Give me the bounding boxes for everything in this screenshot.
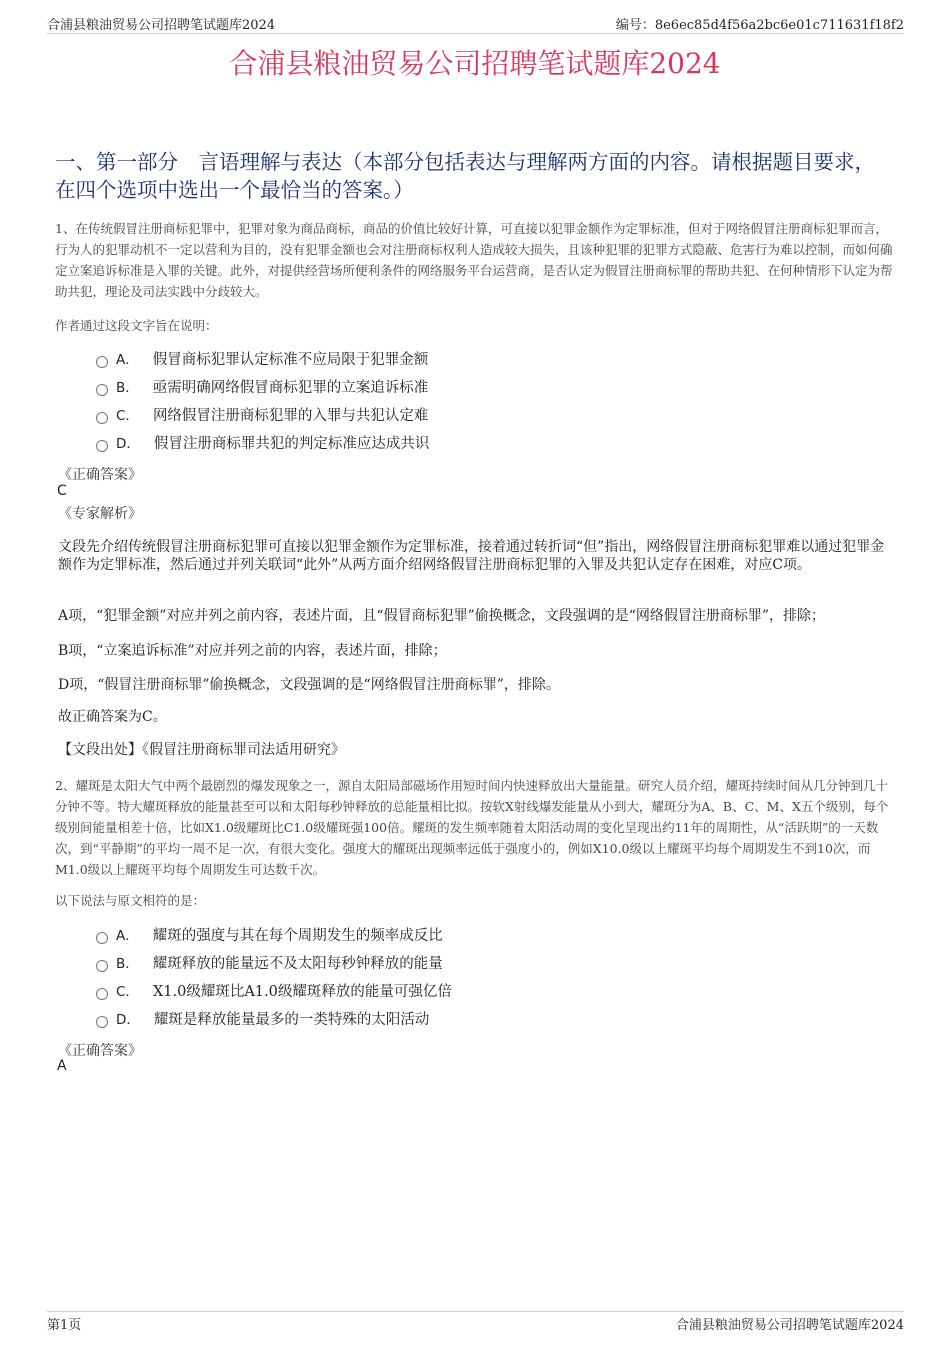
q1-option-c[interactable] xyxy=(96,404,428,428)
option-text: 耀斑释放的能量远不及太阳每秒钟释放的能量 xyxy=(152,956,443,972)
q1-analysis-label: 《专家解析》 xyxy=(58,506,142,522)
radio-icon[interactable] xyxy=(96,932,108,944)
radio-icon[interactable] xyxy=(96,960,108,972)
radio-icon[interactable] xyxy=(96,988,108,1000)
option-letter: C． xyxy=(116,984,139,1000)
q1-prompt: 作者通过这段文字旨在说明： xyxy=(55,318,218,333)
radio-icon[interactable] xyxy=(96,1016,108,1028)
q2-passage: 2、耀斑是太阳大气中两个最剧烈的爆发现象之一，源自太阳局部磁场作用短时间内快速释放出大量能量。研究人员介绍，耀斑持续时间从几分钟到几十分钟不等。特大耀斑释放的能量甚至可以和太阳每秒钟释放的总能量相比拟。按软X射线爆发能量从小到大，耀斑分为A、B、C、M、X五个级别，每个级别间能量相差十倍，比如X1.0级耀斑比C1.0级耀斑强100倍。耀斑的发生频率随着太阳活动周的变化呈现出约11年的周期性，从“活跃期”的一天数次，到“平静期”的平均一周不足一次，有很大变化。强度大的耀斑出现频率远低于强度小的，例如X10.0级以上耀斑平均每个周期发生不到10次，而M1.0级以上耀斑平均每个周期发生可达数千次。 xyxy=(55,778,889,877)
q2-option-b[interactable] xyxy=(96,952,443,976)
option-text: 亟需明确网络假冒商标犯罪的立案追诉标准 xyxy=(152,380,429,396)
q1-analysis-b: B项，“立案追诉标准”对应并列之前的内容，表述片面，排除； xyxy=(58,643,447,659)
option-text: 网络假冒注册商标犯罪的入罪与共犯认定难 xyxy=(152,408,429,424)
page-title: 合浦县粮油贸易公司招聘笔试题库2024 xyxy=(229,47,721,80)
q1-analysis-d: D项，“假冒注册商标罪”偷换概念，文段强调的是“网络假冒注册商标罪”，排除。 xyxy=(58,677,560,693)
option-letter: A． xyxy=(116,928,139,944)
radio-icon[interactable] xyxy=(96,356,108,368)
option-letter: B． xyxy=(116,956,139,972)
option-text: 假冒商标犯罪认定标准不应局限于犯罪金额 xyxy=(152,352,429,368)
header-divider xyxy=(47,33,904,34)
radio-icon[interactable] xyxy=(96,412,108,424)
page-number: 第1页 xyxy=(47,1318,82,1333)
q2-answer-label: 《正确答案》 xyxy=(58,1043,142,1059)
option-letter: A． xyxy=(116,352,139,368)
q1-answer-label: 《正确答案》 xyxy=(58,467,142,483)
q2-option-c[interactable] xyxy=(96,980,452,1004)
q1-option-b[interactable] xyxy=(96,376,428,400)
option-letter: D． xyxy=(116,1012,140,1028)
option-text: X1.0级耀斑比A1.0级耀斑释放的能量可强亿倍 xyxy=(152,984,452,1000)
radio-icon[interactable] xyxy=(96,440,108,452)
option-text: 耀斑的强度与其在每个周期发生的频率成反比 xyxy=(152,928,443,944)
footer-divider xyxy=(47,1311,904,1312)
q1-analysis-conclusion: 故正确答案为C。 xyxy=(58,709,167,725)
section-title: 一、第一部分 言语理解与表达（本部分包括表达与理解两方面的内容。请根据题目要求，在四个选项中选出一个最恰当的答案。） xyxy=(55,150,875,202)
option-text: 假冒注册商标罪共犯的判定标准应达成共识 xyxy=(153,436,430,452)
option-letter: C． xyxy=(116,408,139,424)
q1-answer: C xyxy=(57,483,67,499)
q1-option-a[interactable] xyxy=(96,348,428,372)
radio-icon[interactable] xyxy=(96,384,108,396)
q1-option-d[interactable] xyxy=(96,432,429,456)
q1-analysis-a: A项，“犯罪金额”对应并列之前内容，表述片面，且“假冒商标犯罪”偷换概念，文段强调的是“网络假冒注册商标罪”，排除； xyxy=(58,608,826,624)
footer-doc-title: 合浦县粮油贸易公司招聘笔试题库2024 xyxy=(675,1318,904,1333)
header-doc-title: 合浦县粮油贸易公司招聘笔试题库2024 xyxy=(47,18,276,33)
q1-analysis-source: 【文段出处】《假冒注册商标罪司法适用研究》 xyxy=(58,742,345,758)
q1-passage: 1、在传统假冒注册商标犯罪中，犯罪对象为商品商标，商品的价值比较好计算，可直接以犯罪金额作为定罪标准，但对于网络假冒注册商标犯罪而言，行为人的犯罪动机不一定以营利为目的，没有犯罪金额也会对注册商标权利人造成较大损失，且该种犯罪的犯罪方式隐蔽、危害行为难以控制，而如何确定立案追诉标准是入罪的关键。此外，对提供经营场所便利条件的网络服务平台运营商，是否认定为假冒注册商标罪的帮助共犯、在何种情形下认定为帮助共犯，理论及司法实践中分歧较大。 xyxy=(55,221,893,299)
q2-option-d[interactable] xyxy=(96,1008,429,1032)
q2-prompt: 以下说法与原文相符的是： xyxy=(55,893,206,908)
option-text: 耀斑是释放能量最多的一类特殊的太阳活动 xyxy=(153,1012,430,1028)
header-doc-id: 编号：8e6ec85d4f56a2bc6e01c711631f18f2 xyxy=(615,18,904,33)
option-letter: B． xyxy=(116,380,139,396)
option-letter: D． xyxy=(116,436,140,452)
q1-analysis-summary: 文段先介绍传统假冒注册商标犯罪可直接以犯罪金额作为定罪标准，接着通过转折词“但”指出，网络假冒注册商标犯罪难以通过犯罪金额作为定罪标准，然后通过并列关联词“此外”从两方面介绍网络假冒注册商标犯罪的入罪及共犯认定存在困难，对应C项。 xyxy=(58,539,885,573)
q2-answer: A xyxy=(57,1058,67,1074)
q2-option-a[interactable] xyxy=(96,924,443,948)
